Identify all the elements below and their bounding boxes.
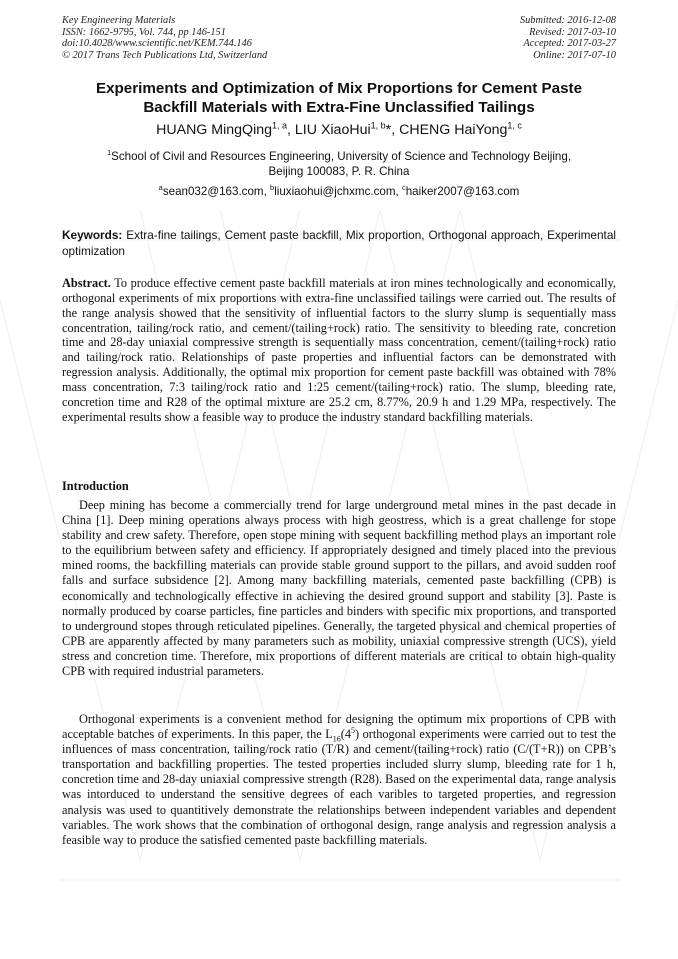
introduction-paragraph-2 — [62, 712, 616, 848]
copyright-line: © 2017 Trans Tech Publications Ltd, Switzerland — [62, 49, 268, 61]
affiliation-text: School of Civil and Resources Engineering, University of Science and Technology Beijing, — [111, 150, 572, 163]
author-1-name: HUANG MingQing — [156, 122, 273, 138]
accepted-date: Accepted: 2017-03-27 — [523, 38, 616, 50]
affiliation-line-1 — [62, 149, 616, 164]
author-2-affil: 1, b — [370, 120, 386, 131]
doi-line[interactable]: doi:10.4028/www.scientific.net/KEM.744.146 — [62, 38, 252, 50]
publication-dates — [520, 15, 616, 61]
submitted-date: Submitted: 2016-12-08 — [519, 15, 616, 26]
paragraph-2-text-b: (4 — [340, 727, 351, 742]
paragraph-2-text-c: ) orthogonal experiments were carried out to test the influences of mass concentration, tailing/rock ratio (T/R) and cement/(tailing+rock) ratio (C/(T+R)) on CPB’s transportation and backfilling properties. The tested properties included slurry slump, bleeding rate for 1 h, concretion time and 28-day uniaxial compressive strength (R28). Based on the experimental data, range analysis was intorduced to understand the sensitive degrees of each varibles to targeted properties, and regression analysis was used to quantitively demonstrate the relationships between independent variables and dependent variables. The work shows that the combination of orthogonal design, range analysis and regression analysis a feasible way to produce the satisfied cemented paste backfilling materials. — [62, 727, 616, 847]
affiliation-number: 1 — [106, 148, 112, 158]
abstract-text: To produce effective cement paste backfill materials at iron mines technologically and economically, orthogonal experiments of mix proportions with extra-fine unclassified tailings were carried out. The results of the range analysis showed that the sensitivity of influential factors to the slurry slump is sequentially mass concentration, tailing/rock ratio, and cement/(tailing+rock) ratio. The sensitivity to bleeding rate, concretion time and 28-day uniaxial compressive strength is sequentially mass concentration, cement/(tailing+rock) ratio and tailing/rock ratio. Relationships of paste properties and influential factors can be demonstrated with regression analysis. Additionally, the optimal mix proportion for cement paste backfill was obtained with 78% mass concentration, 7:3 tailing/rock ratio and 1:25 cement/(tailing+rock) ratio. The slump, bleeding rate, concretion time and R28 of the optimal mixture are 25.2 cm, 8.77%, 20.9 h and 1.29 MPa, respectively. The experimental results show a feasible way to produce the industry standard backfilling materials. — [62, 276, 616, 424]
author-3-name: CHENG HaiYong — [399, 122, 508, 138]
abstract-label: Abstract. — [62, 276, 111, 290]
email-b[interactable]: liuxiaohui@jchxmc.com — [274, 185, 396, 198]
array-superscript: 5 — [350, 726, 355, 735]
author-2-name: LIU XiaoHui — [294, 122, 371, 138]
array-subscript: 16 — [332, 734, 341, 744]
email-separator: , — [263, 185, 271, 198]
title-line-1: Experiments and Optimization of Mix Proportions for Cement Paste — [95, 80, 583, 97]
email-separator: , — [395, 185, 402, 198]
paper-title — [62, 79, 616, 117]
journal-info — [62, 15, 267, 61]
author-3-affil: 1, c — [507, 120, 522, 131]
revised-date: Revised: 2017-03-10 — [529, 26, 616, 38]
introduction-paragraph-1: Deep mining has become a commercially trend for large underground metal mines in the past decade in China [1]. Deep mining operations always process with high geostress, which is a great challenge for stope stability and crew safety. Therefore, open stope mining with sequent backfilling method plays an important role to the equilibrium between safety and efficiency. If appropriately designed and timely placed into the previous mined rooms, the backfilling materials can provide stable ground support to the pillars, and avoid sudden roof falls and surface subsidence [2]. Among many backfilling materials, cemented paste backfilling (CPB) is economically and technologically effective in achieving the desired ground support and stability [3]. Paste is normally produced by coarse particles, fine particles and binders with specific mix proportions, and transported to underground stopes through reticulated pipelines. Generally, the targeted physical and chemical properties of CPB are apparently affected by many parameters such as mobility, uniaxial compressive strength (UCS), yield stress and concretion time. Therefore, mix proportions of different materials are critical to obtain high-quality CPB with required industrial parameters. — [62, 498, 616, 679]
corresponding-author-mark: * — [385, 122, 392, 138]
email-c[interactable]: haiker2007@163.com — [405, 185, 520, 198]
author-list — [62, 121, 616, 139]
journal-name: Key Engineering Materials — [62, 15, 176, 26]
abstract — [62, 276, 616, 424]
author-emails — [62, 184, 616, 199]
online-date: Online: 2017-07-10 — [533, 49, 616, 61]
author-separator: , — [287, 122, 295, 138]
affiliation-line-2: Beijing 100083, P. R. China — [268, 165, 410, 178]
paragraph-2-text-a: Orthogonal experiments is a convenient method for designing the optimum mix proportions of CPB with acceptable batches of experiments. In this paper, the L — [62, 712, 616, 742]
email-b-mark: b — [270, 183, 275, 193]
email-a-mark: a — [158, 183, 163, 193]
email-c-mark: c — [401, 183, 406, 193]
author-separator: , — [391, 122, 400, 138]
section-heading-introduction: Introduction — [62, 479, 129, 493]
keywords-text: Extra-fine tailings, Cement paste backfill, Mix proportion, Orthogonal approach, Experimental optimization — [62, 228, 616, 258]
author-1-affil: 1, a — [272, 120, 288, 131]
title-line-2: Backfill Materials with Extra-Fine Unclassified Tailings — [143, 99, 535, 116]
keywords — [62, 227, 616, 259]
issn-line: ISSN: 1662-9795, Vol. 744, pp 146-151 — [62, 26, 226, 38]
email-a[interactable]: sean032@163.com — [162, 185, 264, 198]
affiliation — [62, 149, 616, 179]
keywords-label: Keywords: — [62, 228, 123, 242]
